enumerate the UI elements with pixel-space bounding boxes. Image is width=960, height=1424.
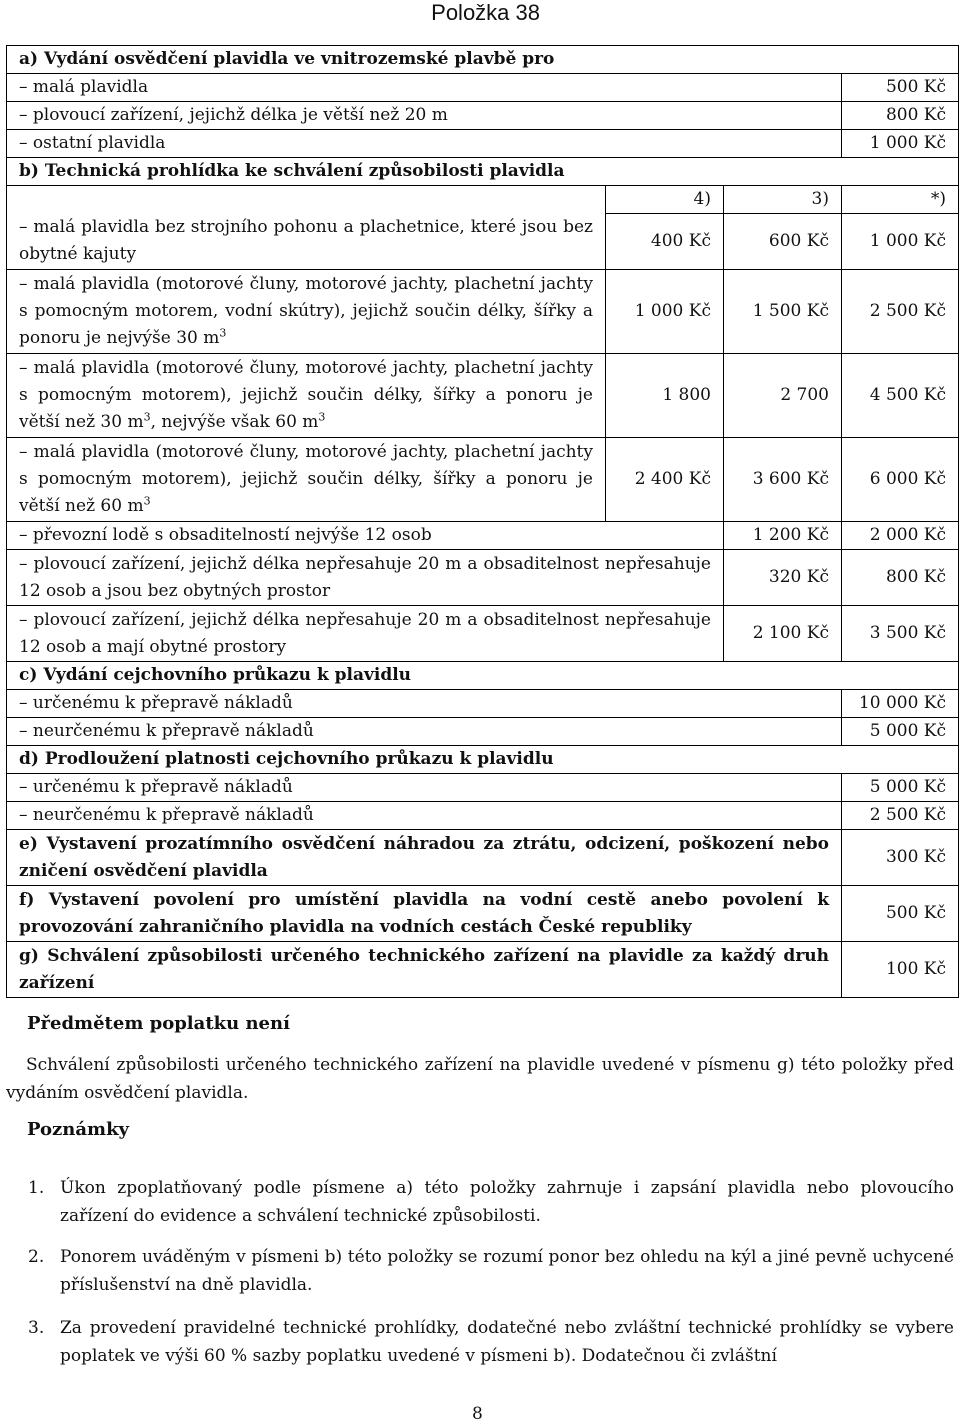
note-number: 3.: [28, 1318, 45, 1338]
column-header: 3): [724, 186, 842, 214]
row-label: – neurčenému k přepravě nákladů: [7, 718, 842, 746]
table-row: [7, 130, 959, 158]
table-row: [7, 102, 959, 130]
section-a-title: a) Vydání osvědčení plavidla ve vnitrozemské plavbě pro: [7, 46, 959, 74]
fee-value: 5 000 Kč: [842, 718, 959, 746]
note-number: 2.: [28, 1247, 45, 1267]
table-row: [7, 550, 959, 606]
row-label: – malá plavidla: [7, 74, 842, 102]
section-a-row: [7, 46, 959, 74]
column-header: *): [842, 186, 959, 214]
row-label: – určenému k přepravě nákladů: [7, 690, 842, 718]
row-label: – převozní lodě s obsaditelností nejvýše 12 osob: [7, 522, 724, 550]
fee-value: 5 000 Kč: [842, 774, 959, 802]
not-subject-text: Schválení způsobilosti určeného technického zařízení na plavidle uvedené v písmenu g) této položky před vydáním osvědčení plavidla.: [6, 1055, 954, 1103]
table-row: [7, 802, 959, 830]
row-label: – ostatní plavidla: [7, 130, 842, 158]
fee-value: 400 Kč: [606, 214, 724, 270]
row-label: – malá plavidla (motorové čluny, motorové jachty, plachetní jachty s pomocným motorem), jejichž součin délky, šířky a ponoru je větší než 30 $m^3$, nejvýše však 60 $m^3$: [7, 354, 606, 438]
row-label: – plovoucí zařízení, jejichž délka je větší než 20 m: [7, 102, 842, 130]
row-label: – plovoucí zařízení, jejichž délka nepřesahuje 20 m a obsaditelnost nepřesahuje 12 osob a mají obytné prostory: [7, 606, 724, 662]
note-item: [28, 1314, 954, 1370]
page-number: 8: [472, 1404, 483, 1424]
row-label: – malá plavidla (motorové čluny, motorové jachty, plachetní jachty s pomocným motorem, vodní skútry), jejichž součin délky, šířky a ponoru je nejvýše 30 $m^3$: [7, 270, 606, 354]
section-g-title: g) Schválení způsobilosti určeného technického zařízení na plavidle za každý druh zařízení: [7, 942, 842, 998]
table-row: [7, 438, 959, 522]
table-row: [7, 214, 959, 270]
fee-value: 800 Kč: [842, 550, 959, 606]
note-item: [28, 1243, 954, 1299]
note-text: Ponorem uváděným v písmeni b) této položky se rozumí ponor bez ohledu na kýl a jiné pevně uchycené příslušenství na dně plavidla.: [60, 1247, 954, 1295]
table-row: [7, 774, 959, 802]
table-row: [7, 522, 959, 550]
fee-value: 100 Kč: [842, 942, 959, 998]
section-d-row: [7, 746, 959, 774]
section-c-title: c) Vydání cejchovního průkazu k plavidlu: [7, 662, 959, 690]
section-d-title: d) Prodloužení platnosti cejchovního průkazu k plavidlu: [7, 746, 959, 774]
page-title: Položka 38: [431, 0, 540, 25]
section-f-row: [7, 886, 959, 942]
note-number: 1.: [28, 1178, 45, 1198]
not-subject-heading: Předmětem poplatku není: [27, 1013, 290, 1034]
fee-value: 1 200 Kč: [724, 522, 842, 550]
row-label: – neurčenému k přepravě nákladů: [7, 802, 842, 830]
column-header-row: [7, 186, 959, 214]
fee-value: 600 Kč: [724, 214, 842, 270]
section-b-row: [7, 158, 959, 186]
fee-value: 320 Kč: [724, 550, 842, 606]
fee-value: 3 500 Kč: [842, 606, 959, 662]
row-label: – určenému k přepravě nákladů: [7, 774, 842, 802]
fee-value: 3 600 Kč: [724, 438, 842, 522]
notes-heading: Poznámky: [27, 1119, 130, 1140]
note-text: Úkon zpoplatňovaný podle písmene a) této položky zahrnuje i zapsání plavidla nebo plovoucího zařízení do evidence a schválení technické způsobilosti.: [60, 1178, 954, 1226]
section-e-title: e) Vystavení prozatímního osvědčení náhradou za ztrátu, odcizení, poškození nebo zničení osvědčení plavidla: [7, 830, 842, 886]
fee-value: 1 800: [606, 354, 724, 438]
section-f-title: f) Vystavení povolení pro umístění plavidla na vodní cestě anebo povolení k provozování zahraničního plavidla na vodních cestách České republiky: [7, 886, 842, 942]
row-label: – plovoucí zařízení, jejichž délka nepřesahuje 20 m a obsaditelnost nepřesahuje 12 osob a jsou bez obytných prostor: [7, 550, 724, 606]
fee-value: 1 000 Kč: [606, 270, 724, 354]
section-b-title: b) Technická prohlídka ke schválení způsobilosti plavidla: [7, 158, 959, 186]
table-row: [7, 718, 959, 746]
fee-value: 2 400 Kč: [606, 438, 724, 522]
column-header: 4): [606, 186, 724, 214]
fee-value: 2 700: [724, 354, 842, 438]
fee-value: 1 000 Kč: [842, 130, 959, 158]
fee-value: 10 000 Kč: [842, 690, 959, 718]
table-row: [7, 354, 959, 438]
row-label: – malá plavidla (motorové čluny, motorové jachty, plachetní jachty s pomocným motorem), jejichž součin délky, šířky a ponoru je větší než 60 $m^3$: [7, 438, 606, 522]
fee-value: 4 500 Kč: [842, 354, 959, 438]
fee-value: 2 100 Kč: [724, 606, 842, 662]
fee-value: 300 Kč: [842, 830, 959, 886]
table-row: [7, 690, 959, 718]
fee-value: 6 000 Kč: [842, 438, 959, 522]
note-item: [28, 1174, 954, 1230]
fee-value: 2 500 Kč: [842, 270, 959, 354]
note-text: Za provedení pravidelné technické prohlídky, dodatečné nebo zvláštní technické prohlídky se vybere poplatek ve výši 60 % sazby poplatku uvedené v písmeni b). Dodatečnou či zvláštní: [60, 1318, 954, 1366]
fee-value: 800 Kč: [842, 102, 959, 130]
fee-value: 2 500 Kč: [842, 802, 959, 830]
fee-value: 1 500 Kč: [724, 270, 842, 354]
table-row: [7, 270, 959, 354]
row-label: – malá plavidla bez strojního pohonu a plachetnice, které jsou bez obytné kajuty: [7, 214, 606, 270]
table-row: [7, 74, 959, 102]
fee-value: 2 000 Kč: [842, 522, 959, 550]
section-g-row: [7, 942, 959, 998]
fee-value: 500 Kč: [842, 74, 959, 102]
fee-value: 500 Kč: [842, 886, 959, 942]
section-e-row: [7, 830, 959, 886]
table-row: [7, 606, 959, 662]
section-c-row: [7, 662, 959, 690]
fee-table: [6, 45, 959, 998]
fee-value: 1 000 Kč: [842, 214, 959, 270]
